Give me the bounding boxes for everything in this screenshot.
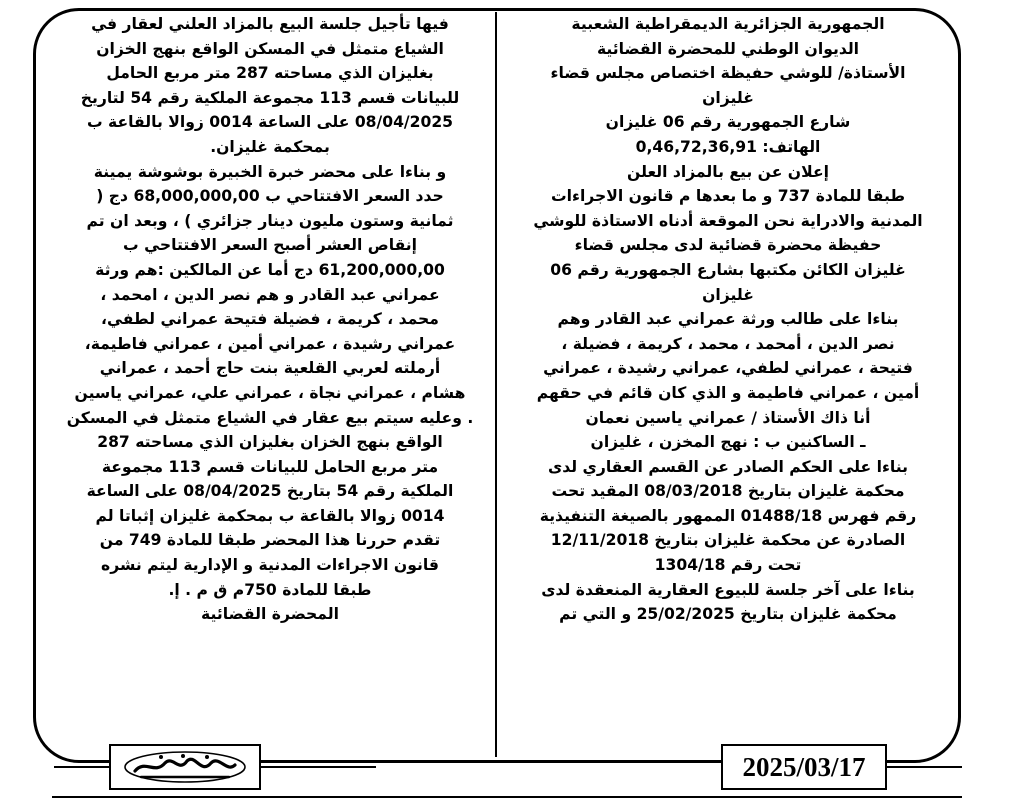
publication-date xyxy=(721,744,887,790)
text-line: عمراني عبد القادر و هم نصر الدين ، امحمد ، xyxy=(100,285,440,304)
text-line: . وعليه سيتم بيع عقار في الشياع متمثل في المسكن xyxy=(66,408,474,427)
text-line: غليزان الكائن مكتبها بشارع الجمهورية رقم 06 xyxy=(550,260,906,279)
text-line: نصر الدين ، أمحمد ، محمد ، كريمة ، فضيلة ، xyxy=(561,334,895,353)
text-line: أمين ، عمراني فاطيمة و الذي كان قائم في حقهم xyxy=(536,383,920,402)
newspaper-logo xyxy=(109,744,261,790)
text-line: للبيانات قسم 113 مجموعة الملكية رقم 54 لتاريخ xyxy=(80,88,460,107)
text-line: 08/04/2025 على الساعة 0014 زوالا بالقاعة ب xyxy=(86,113,454,132)
text-line: عمراني رشيدة ، عمراني أمين ، عمراني فاطيمة، xyxy=(84,334,456,353)
newspaper-logo-icon xyxy=(121,749,249,785)
text-line: أنا ذاك الأستاذ / عمراني ياسين نعمان xyxy=(585,408,871,427)
text-line: قانون الاجراءات المدنية و الإدارية ليتم نشره xyxy=(101,556,439,575)
text-line: و بناءا على محضر خبرة الخبيرة بوشوشة يمينة xyxy=(93,162,447,181)
text-line: أرملته لعربي القلعية بنت حاج أحمد ، عمراني xyxy=(99,359,441,378)
text-line: رقم فهرس 01488/18 الممهور بالصيغة التنفيذية xyxy=(539,506,917,525)
notice-left-column xyxy=(52,12,488,627)
text-line: الجمهورية الجزائرية الديمقراطية الشعبية xyxy=(571,15,885,33)
text-line: ثمانية وستون مليون دينار جزائري ) ، وبعد ان تم xyxy=(86,211,454,230)
text-line: طبقا للمادة 750م ق م . إ. xyxy=(168,580,372,599)
text-line: الواقع بنهج الخزان بغليزان الذي مساحته 287 xyxy=(97,433,443,452)
text-line: فتيحة ، عمراني لطفي، عمراني رشيدة ، عمراني xyxy=(543,359,913,378)
text-line: حفيظة محضرة قضائية لدى مجلس قضاء xyxy=(574,236,882,255)
text-line: الملكية رقم 54 بتاريخ 08/04/2025 على الساعة xyxy=(86,482,454,501)
column-divider xyxy=(495,12,497,757)
text-line: بغليزان الذي مساحته 287 متر مربع الحامل xyxy=(106,64,434,83)
text-line: غليزان xyxy=(702,285,754,304)
text-line: الصادرة عن محكمة غليزان بتاريخ 12/11/2018 xyxy=(550,531,906,550)
text-line: محمد ، كريمة ، فضيلة فتيحة عمراني لطفي، xyxy=(101,310,439,329)
phone-line: الهاتف: 0,46,72,36,91 xyxy=(635,137,821,156)
text-line: بناءا على الحكم الصادر عن القسم العقاري لدى xyxy=(547,457,909,476)
text-line: محكمة غليزان بتاريخ 08/03/2018 المقيد تحت xyxy=(551,482,905,501)
text-line: تقدم حررنا هذا المحضر طبقا للمادة 749 من xyxy=(99,531,441,550)
signature-line: المحضرة القضائية xyxy=(201,605,339,624)
text-line: شارع الجمهورية رقم 06 غليزان xyxy=(605,113,851,132)
text-line: بناءا على آخر جلسة للبيوع العقارية المنعقدة لدى xyxy=(541,580,915,599)
page-bottom-rule xyxy=(52,796,962,798)
text-line: متر مربع الحامل للبيانات قسم 113 مجموعة xyxy=(101,457,439,476)
text-line: الديوان الوطني للمحضرة القضائية xyxy=(596,39,860,58)
text-line: المدنية والادراية نحن الموقعة أدناه الاستاذة للوشي xyxy=(533,211,923,230)
text-line: الشياع متمثل في المسكن الواقع بنهج الخزان xyxy=(96,39,444,58)
text-line: فيها تأجيل جلسة البيع بالمزاد العلني لعقار في xyxy=(91,15,449,33)
publication-date-text: 2025/03/17 xyxy=(742,751,866,782)
text-line: حدد السعر الافتتاحي ب 68,000,000,00 دج ( xyxy=(96,187,444,206)
text-line: 0014 زوالا بالقاعة ب بمحكمة غليزان إثباتا لم xyxy=(95,506,445,525)
text-line: الأستاذة/ للوشي حفيظة اختصاص مجلس قضاء xyxy=(550,64,906,83)
text-line: إنقاص العشر أصبح السعر الافتتاحي ب xyxy=(123,236,417,255)
text-line: بمحكمة غليزان. xyxy=(210,137,330,156)
text-line: 61,200,000,00 دج أما عن المالكين :هم ورثة xyxy=(95,260,445,279)
text-line: تحت رقم 1304/18 xyxy=(654,556,802,575)
text-line: غليزان xyxy=(702,88,754,107)
text-line: طبقا للمادة 737 و ما بعدها م قانون الاجراءات xyxy=(550,187,906,206)
text-line: هشام ، عمراني نجاة ، عمراني علي، عمراني ياسين xyxy=(74,383,466,402)
text-line: ـ الساكنين ب : نهج المخزن ، غليزان xyxy=(590,433,866,452)
notice-title: إعلان عن بيع بالمزاد العلن xyxy=(627,162,829,181)
text-line: محكمة غليزان بتاريخ 25/02/2025 و التي تم xyxy=(559,605,897,624)
text-line: بناءا على طالب ورثة عمراني عبد القادر وهم xyxy=(557,310,899,329)
notice-right-column xyxy=(512,12,944,627)
